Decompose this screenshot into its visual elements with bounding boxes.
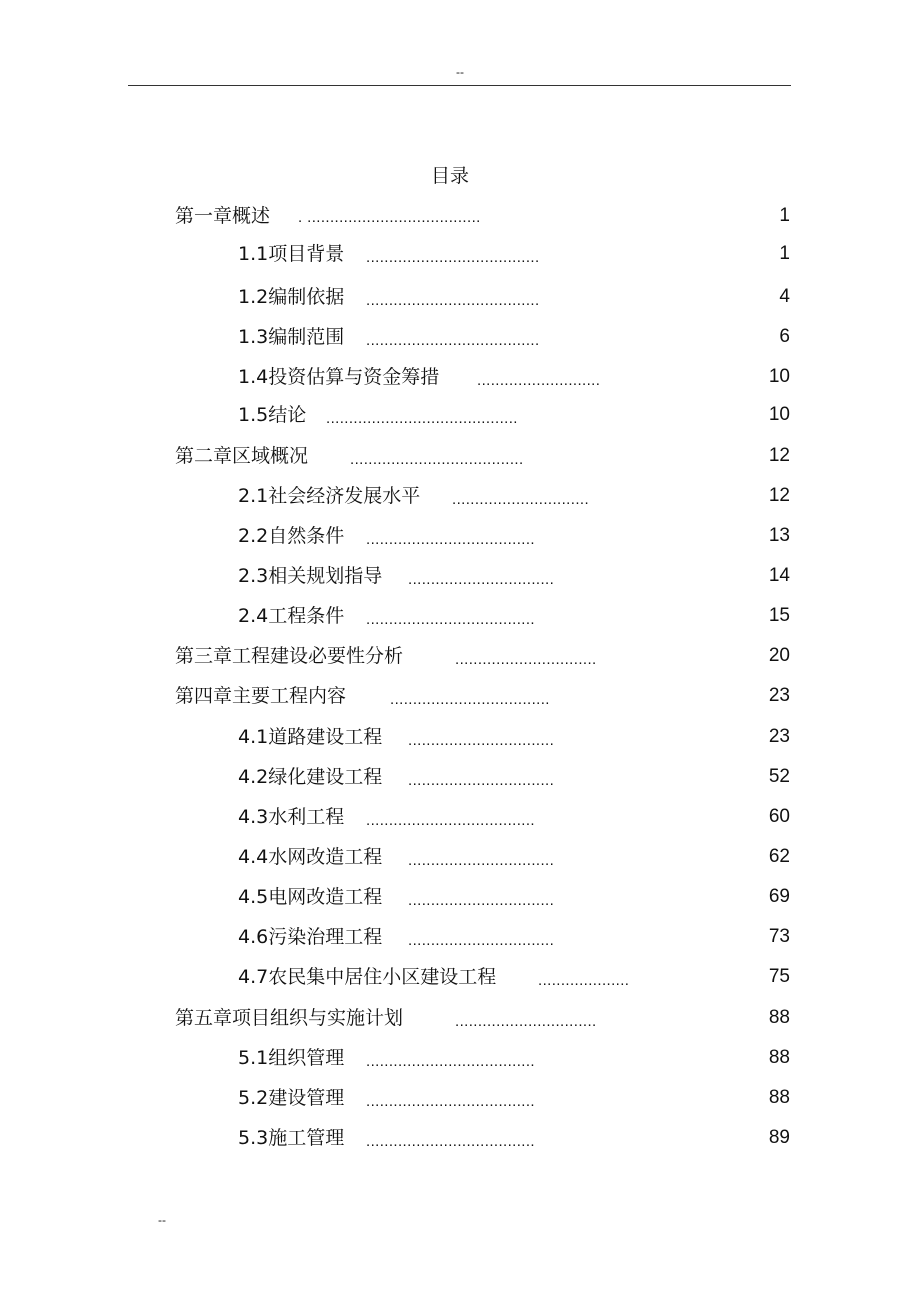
page-number: 75 bbox=[768, 966, 790, 987]
toc-entry[interactable] bbox=[0, 1005, 920, 1031]
page-number: 20 bbox=[768, 645, 790, 666]
toc-entry[interactable] bbox=[0, 443, 920, 469]
dot-leader: ............................... bbox=[455, 1013, 597, 1030]
header-mark: -- bbox=[456, 65, 464, 79]
chapter-title: 第四章主要工程内容 bbox=[175, 685, 347, 707]
toc-entry[interactable] bbox=[0, 364, 920, 390]
dot-leader: ................................ bbox=[408, 571, 555, 588]
dot-leader: ..................................... bbox=[366, 812, 535, 829]
dot-leader: ................................... bbox=[390, 691, 550, 708]
section-title: 5.2建设管理 bbox=[238, 1087, 345, 1109]
chapter-title: 第二章区域概况 bbox=[175, 445, 309, 467]
header-rule bbox=[128, 85, 791, 86]
page-number: 88 bbox=[768, 1047, 790, 1068]
page-number: 13 bbox=[768, 525, 790, 546]
chapter-title: 第五章项目组织与实施计划 bbox=[175, 1007, 404, 1029]
dot-leader: ........................... bbox=[477, 372, 601, 389]
toc-entry[interactable] bbox=[0, 683, 920, 709]
section-title: 1.4投资估算与资金筹措 bbox=[238, 366, 440, 388]
section-title: 4.1道路建设工程 bbox=[238, 726, 383, 748]
toc-entry[interactable] bbox=[0, 1125, 920, 1151]
toc-title: 目录 bbox=[430, 165, 469, 187]
dot-leader: ..................................... bbox=[366, 1053, 535, 1070]
toc-entry[interactable] bbox=[0, 764, 920, 790]
toc-entry[interactable] bbox=[0, 603, 920, 629]
dot-leader: .............................. bbox=[452, 491, 590, 508]
footer-mark: -- bbox=[158, 1213, 166, 1227]
section-title: 1.1项目背景 bbox=[238, 243, 345, 265]
page-number: 88 bbox=[768, 1007, 790, 1028]
page-number: 23 bbox=[768, 685, 790, 706]
page-number: 10 bbox=[768, 366, 790, 387]
page-number: 88 bbox=[768, 1087, 790, 1108]
section-title: 2.2自然条件 bbox=[238, 525, 345, 547]
toc-entry[interactable] bbox=[0, 523, 920, 549]
toc-entry[interactable] bbox=[0, 964, 920, 990]
toc-entry[interactable] bbox=[0, 563, 920, 589]
page-number: 10 bbox=[768, 404, 790, 425]
dot-leader: ................................ bbox=[408, 932, 555, 949]
section-title: 2.4工程条件 bbox=[238, 605, 345, 627]
section-title: 4.4水网改造工程 bbox=[238, 846, 383, 868]
section-title: 4.3水利工程 bbox=[238, 806, 345, 828]
chapter-title: 第三章工程建设必要性分析 bbox=[175, 645, 404, 667]
section-title: 5.3施工管理 bbox=[238, 1127, 345, 1149]
toc-entry[interactable] bbox=[0, 724, 920, 750]
toc-entry[interactable] bbox=[0, 844, 920, 870]
dot-leader: ..................................... bbox=[366, 611, 535, 628]
section-title: 1.3编制范围 bbox=[238, 326, 345, 348]
dot-leader: ..................................... bbox=[366, 1093, 535, 1110]
dot-leader: ................................ bbox=[408, 892, 555, 909]
toc-entry[interactable] bbox=[0, 884, 920, 910]
dot-leader: .................... bbox=[538, 972, 630, 989]
dot-leader: ................................ bbox=[408, 852, 555, 869]
dot-leader: ...................................... bbox=[366, 332, 540, 349]
section-title: 4.7农民集中居住小区建设工程 bbox=[238, 966, 497, 988]
dot-leader: . ...................................... bbox=[298, 209, 481, 226]
dot-leader: ................................ bbox=[408, 732, 555, 749]
toc-entry[interactable] bbox=[0, 324, 920, 350]
page-number: 4 bbox=[779, 286, 790, 307]
page-number: 1 bbox=[779, 243, 790, 264]
toc-entry[interactable] bbox=[0, 643, 920, 669]
page-number: 12 bbox=[768, 445, 790, 466]
page-number: 14 bbox=[768, 565, 790, 586]
section-title: 4.6污染治理工程 bbox=[238, 926, 383, 948]
toc-entry[interactable] bbox=[0, 804, 920, 830]
page-number: 6 bbox=[779, 326, 790, 347]
toc-entry[interactable] bbox=[0, 284, 920, 310]
toc-entry[interactable] bbox=[0, 1045, 920, 1071]
page-number: 52 bbox=[768, 766, 790, 787]
dot-leader: ...................................... bbox=[366, 292, 540, 309]
page-number: 69 bbox=[768, 886, 790, 907]
page-number: 15 bbox=[768, 605, 790, 626]
toc-entry[interactable] bbox=[0, 483, 920, 509]
chapter-title: 第一章概述 bbox=[175, 205, 271, 227]
toc-entry[interactable] bbox=[0, 203, 920, 229]
section-title: 1.2编制依据 bbox=[238, 286, 345, 308]
dot-leader: ............................... bbox=[455, 651, 597, 668]
section-title: 2.3相关规划指导 bbox=[238, 565, 383, 587]
section-title: 2.1社会经济发展水平 bbox=[238, 485, 421, 507]
page-number: 60 bbox=[768, 806, 790, 827]
dot-leader: .......................................... bbox=[326, 410, 518, 427]
page-number: 73 bbox=[768, 926, 790, 947]
toc-entry[interactable] bbox=[0, 241, 920, 267]
toc-entry[interactable] bbox=[0, 1085, 920, 1111]
dot-leader: ..................................... bbox=[366, 1133, 535, 1150]
page-number: 62 bbox=[768, 846, 790, 867]
toc-entry[interactable] bbox=[0, 402, 920, 428]
page-number: 23 bbox=[768, 726, 790, 747]
toc-entry[interactable] bbox=[0, 924, 920, 950]
section-title: 5.1组织管理 bbox=[238, 1047, 345, 1069]
dot-leader: ..................................... bbox=[366, 531, 535, 548]
page-number: 89 bbox=[768, 1127, 790, 1148]
page-number: 12 bbox=[768, 485, 790, 506]
dot-leader: ...................................... bbox=[366, 249, 540, 266]
section-title: 4.2绿化建设工程 bbox=[238, 766, 383, 788]
section-title: 1.5结论 bbox=[238, 404, 307, 426]
page-number: 1 bbox=[779, 205, 790, 226]
dot-leader: ...................................... bbox=[350, 451, 524, 468]
dot-leader: ................................ bbox=[408, 772, 555, 789]
section-title: 4.5电网改造工程 bbox=[238, 886, 383, 908]
